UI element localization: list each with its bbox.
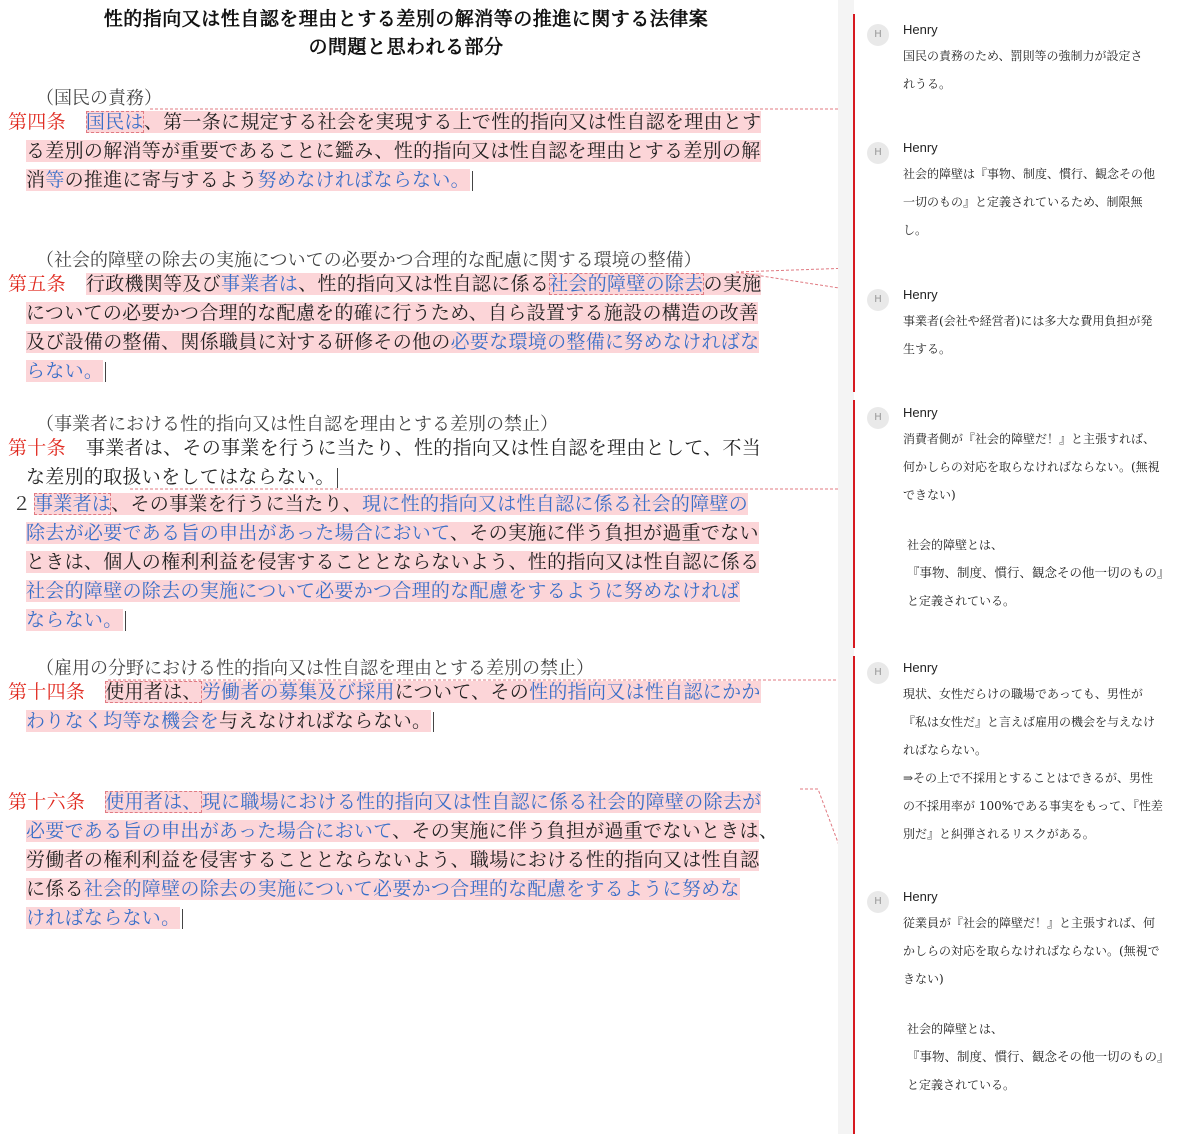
comment-text xyxy=(903,307,1199,363)
comment-author: Henry xyxy=(903,405,938,420)
comment-line: 現状、女性だらけの職場であっても、男性が xyxy=(903,687,1143,701)
article-16-text: 社会的障壁の除去の実施について必要かつ合理的な配慮をするように努めな xyxy=(83,878,740,900)
comment-line: 何かしらの対応を取らなければならない。(無視 xyxy=(903,460,1160,474)
comment-line: 消費者側が『社会的障壁だ！』と主張すれば、 xyxy=(903,432,1156,446)
avatar: H xyxy=(867,407,889,429)
article-10-text: 、その実施に伴う負担が過重でない xyxy=(450,522,759,544)
comment-anchor-4[interactable]: 事業者は xyxy=(34,493,112,515)
avatar: H xyxy=(867,662,889,684)
article-10-text: 、その事業を行うに当たり、 xyxy=(111,493,363,515)
comment-author: Henry xyxy=(903,660,938,675)
article-10-text: ときは、個人の権利利益を侵害することとならないよう、性的指向又は性自認に係る xyxy=(26,551,760,573)
comment-text xyxy=(903,425,1199,615)
article-5-heading: （社会的障壁の除去の実施についての必要かつ合理的な配慮に関する環境の整備） xyxy=(36,250,702,271)
margin-separator xyxy=(838,0,854,1134)
article-5-text: の実施 xyxy=(703,273,762,295)
article-10-text: 事業者は、その事業を行うに当たり、性的指向又は性自認を理由として、不当 xyxy=(85,437,762,459)
comment-line: 事業者(会社や経営者)には多大な費用負担が発 xyxy=(903,314,1153,328)
comment-line: 従業員が『社会的障壁だ！』と主張すれば、何 xyxy=(903,916,1156,930)
article-16-text: 、その実施に伴う負担が過重でないときは xyxy=(392,820,759,842)
article-4-text: る差別の解消等が重要であることに鑑み、性的指向又は性自認を理由とする差別の解 xyxy=(26,140,761,162)
article-10-para2-label: ２ xyxy=(12,493,32,515)
comment-line: かしらの対応を取らなければならない。(無視で xyxy=(903,944,1160,958)
article-4-text: 、第一条に規定する社会を実現する上で性的指向又は性自認を理由とす xyxy=(143,111,762,133)
article-5-text: についての必要かつ合理的な配慮を的確に行うため、自ら設置する施設の構造の改善 xyxy=(26,302,759,324)
article-10-text: 除去が必要である旨の申出があった場合において xyxy=(26,522,451,544)
article-16-label: 第十六条 xyxy=(8,791,86,813)
comment-line: 『事物、制度、慣行、観念その他一切のもの』 xyxy=(907,565,1170,580)
comment-line: れうる。 xyxy=(903,77,952,91)
comment-text xyxy=(903,160,1199,244)
article-16-text: に係る xyxy=(26,878,84,900)
article-4-text: の推進に寄与するよう xyxy=(64,169,258,191)
comment-bar xyxy=(853,400,855,648)
article-14-label: 第十四条 xyxy=(8,681,86,703)
comment-line: 社会的障壁とは、 xyxy=(907,1022,1004,1036)
article-4-text: 消 xyxy=(26,169,46,191)
comment-anchor-6[interactable]: 使用者は、 xyxy=(105,791,202,813)
article-4-heading: （国民の責務） xyxy=(36,88,162,109)
article-10-text: ならない。 xyxy=(26,609,123,631)
article-5-text: 、性的指向又は性自認に係る xyxy=(298,273,550,295)
comment-author: Henry xyxy=(903,287,938,302)
article-14-text: について、その xyxy=(394,681,530,703)
comment-author: Henry xyxy=(903,889,938,904)
comment-line: 社会的障壁とは、 xyxy=(907,538,1004,552)
comment-line: ればならない。 xyxy=(903,743,988,757)
comments-pane xyxy=(853,0,1200,1134)
article-5-text: 必要な環境の整備に努めなければな xyxy=(450,331,760,353)
article-16-text: 現に職場における性的指向又は性自認に係る社会的障壁の除去が xyxy=(201,791,762,813)
article-4-text: 等 xyxy=(45,169,65,191)
comment-line: 国民の責務のため、罰則等の強制力が設定さ xyxy=(903,49,1143,63)
comment-line: と定義されている。 xyxy=(907,1078,1016,1092)
article-16-text: ければならない。 xyxy=(26,907,181,929)
article-5-text: らない。 xyxy=(26,360,104,382)
article-14-heading: （雇用の分野における性的指向又は性自認を理由とする差別の禁止） xyxy=(36,658,594,679)
comment-bar xyxy=(853,656,855,1134)
comment-bar xyxy=(853,14,855,392)
comment-author: Henry xyxy=(903,140,938,155)
comment-anchor-1[interactable]: 国民は xyxy=(85,111,144,133)
comment-text xyxy=(903,909,1199,1099)
article-10-text: な差別的取扱いをしてはならない。 xyxy=(26,466,335,488)
article-10-heading: （事業者における性的指向又は性自認を理由とする差別の禁止） xyxy=(36,414,558,435)
article-16-text: 、 xyxy=(758,820,779,842)
comment-line: と定義されている。 xyxy=(907,594,1016,608)
comment-text xyxy=(903,680,1199,848)
comment-line: 『私は女性だ』と言えば雇用の機会を与えなけ xyxy=(903,715,1156,729)
comment-text xyxy=(903,42,1199,98)
comment-line: の不採用率が 100%である事実をもって、『性差 xyxy=(903,799,1163,813)
comment-line: 別だ』と糾弾されるリスクがある。 xyxy=(903,827,1095,841)
article-14-text: 与えなければならない。 xyxy=(219,710,432,732)
article-4-text: 努めなければならない。 xyxy=(257,169,470,191)
avatar: H xyxy=(867,289,889,311)
document-title-line2: の問題と思われる部分 xyxy=(308,36,504,58)
article-14-text: 労働者の募集及び採用 xyxy=(201,681,395,703)
comment-line: きない) xyxy=(903,972,944,986)
leader-line-2 xyxy=(736,268,852,272)
article-10-text: 現に性的指向又は性自認に係る社会的障壁の xyxy=(362,493,749,515)
article-14-text: 性的指向又は性自認にかか xyxy=(529,681,761,703)
comment-line: できない) xyxy=(903,488,956,502)
comment-author: Henry xyxy=(903,22,938,37)
comment-line: し。 xyxy=(903,223,928,237)
comment-line: 生する。 xyxy=(903,342,952,356)
comment-anchor-2[interactable]: 社会的障壁の除去 xyxy=(549,273,704,295)
article-10-text: 社会的障壁の除去の実施について必要かつ合理的な配慮をするように努めなければ xyxy=(26,580,740,602)
leader-line-3 xyxy=(736,272,852,290)
comment-line: 一切のもの』と定義されているため、制限無 xyxy=(903,195,1143,209)
article-5-text: 行政機関等及び xyxy=(85,273,222,295)
article-14-text: わりなく均等な機会を xyxy=(26,710,220,732)
comment-anchor-3[interactable]: 事業者は xyxy=(221,273,299,295)
comment-line: 『事物、制度、慣行、観念その他一切のもの』 xyxy=(907,1049,1170,1064)
comment-line: ⇒その上で不採用とすることはできるが、男性 xyxy=(903,771,1154,785)
article-5-text: 及び設備の整備、関係職員に対する研修その他の xyxy=(26,331,451,353)
article-4-label: 第四条 xyxy=(8,111,66,133)
article-16-text: 必要である旨の申出があった場合において xyxy=(26,820,393,842)
comment-anchor-5[interactable]: 使用者は、 xyxy=(105,681,202,703)
document-title-line1: 性的指向又は性自認を理由とする差別の解消等の推進に関する法律案 xyxy=(103,8,709,30)
article-10-label: 第十条 xyxy=(8,437,66,459)
comment-line: 社会的障壁は『事物、制度、慣行、観念その他 xyxy=(903,167,1156,181)
avatar: H xyxy=(867,24,889,46)
avatar: H xyxy=(867,891,889,913)
avatar: H xyxy=(867,142,889,164)
article-16-text: 労働者の権利利益を侵害することとならないよう、職場における性的指向又は性自認 xyxy=(26,849,760,871)
article-5-label: 第五条 xyxy=(8,273,66,295)
